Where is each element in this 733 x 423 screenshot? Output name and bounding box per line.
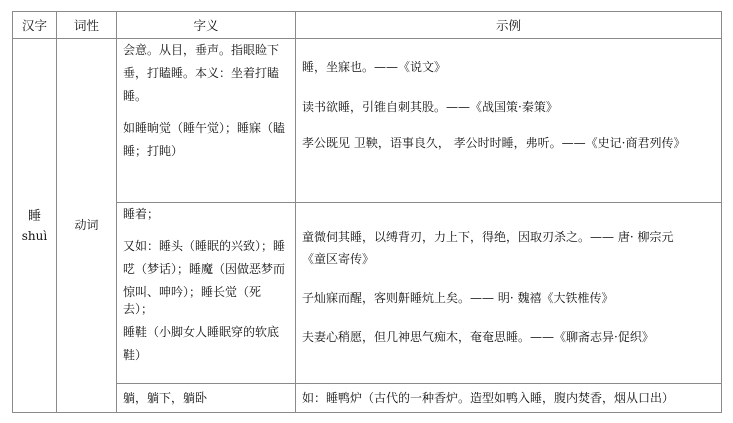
meaning-line: 垂，打瞌睡。本义：坐着打瞌 bbox=[123, 66, 280, 80]
meaning-line: 躺，躺下，躺卧 bbox=[123, 390, 208, 405]
meaning-cell bbox=[117, 203, 296, 384]
part-of-speech-cell bbox=[57, 39, 117, 413]
examples-cell bbox=[296, 384, 722, 413]
meaning-line: 又如：睡头（睡眠的兴致）；睡 bbox=[123, 239, 286, 253]
table-header-row bbox=[13, 12, 722, 39]
header-part-of-speech: 词性 bbox=[57, 12, 117, 39]
dictionary-table-container bbox=[12, 11, 721, 413]
header-character: 汉字 bbox=[13, 12, 57, 39]
meaning-line: 会意。从目，垂声。指眼睑下 bbox=[123, 43, 280, 57]
character-glyph: 睡 bbox=[27, 208, 41, 224]
example-line: 睡，坐寐也。——《说文》 bbox=[302, 60, 447, 74]
examples-cell bbox=[296, 203, 722, 384]
example-line: 《童区寄传》 bbox=[302, 252, 375, 266]
part-of-speech: 动词 bbox=[74, 218, 99, 232]
meaning-cell bbox=[117, 39, 296, 203]
example-line: 孝公既见 卫鞅，语事良久， 孝公时时睡，弗听。——《史记·商君列传》 bbox=[302, 136, 686, 150]
dictionary-table bbox=[12, 11, 722, 413]
meaning-line: 睡。 bbox=[123, 89, 148, 103]
example-line: 子灿寐而醒，客则鼾睡炕上矣。—— 明· 魏禧《大铁椎传》 bbox=[302, 291, 614, 305]
meaning-line: 睡；打盹） bbox=[123, 144, 184, 158]
character-pinyin: shuì bbox=[21, 228, 48, 243]
meaning-line: 惊叫、呻吟）；睡长觉（死去）； bbox=[123, 285, 262, 316]
example-line: 童微伺其睡，以缚背刃，力上下，得绝，因取刃杀之。—— 唐· 柳宗元 bbox=[302, 230, 674, 244]
character-cell bbox=[13, 39, 57, 413]
meaning-line: 如睡晌觉（睡午觉）；睡寐（瞌 bbox=[123, 121, 286, 135]
example-line: 如：睡鸭炉（古代的一种香炉。造型如鸭入睡，腹内焚香，烟从口出） bbox=[302, 390, 675, 405]
meaning-line: 睡鞋（小脚女人睡眠穿的软底 bbox=[123, 325, 280, 339]
meaning-line: 睡着； bbox=[123, 207, 160, 221]
meaning-line: 呓（梦话）；睡魔（因做恶梦而 bbox=[123, 262, 286, 276]
examples-cell bbox=[296, 39, 722, 203]
meaning-cell bbox=[117, 384, 296, 413]
header-examples: 示例 bbox=[296, 12, 722, 39]
example-line: 读书欲睡，引锥自刺其股。——《战国策·秦策》 bbox=[302, 100, 558, 114]
meaning-line: 鞋） bbox=[123, 348, 148, 362]
example-line: 夫妻心稍愿，但几神思气痴木，奄奄思睡。——《聊斋志异·促织》 bbox=[302, 330, 654, 344]
table-row bbox=[13, 384, 722, 413]
table-row bbox=[13, 203, 722, 384]
table-row bbox=[13, 39, 722, 203]
header-meaning: 字义 bbox=[117, 12, 296, 39]
